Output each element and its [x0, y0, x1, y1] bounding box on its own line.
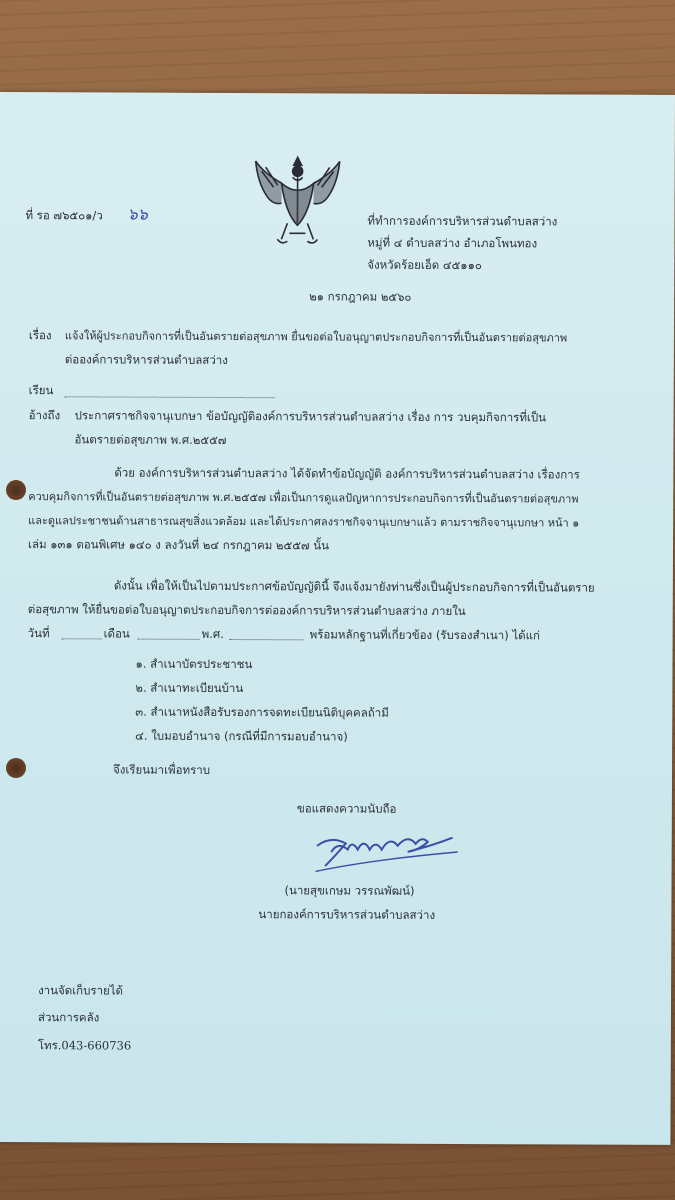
paragraph-1-line-3: และดูแลประชาชนด้านสาธารณสุขสิ่งแวดล้อม และได้ประกาศลงราชกิจจานุเบกษาแล้ว ตามราชกิจจานุเบกษา หน้า ๑ [28, 514, 580, 530]
paragraph-2-year-label: พ.ศ. [201, 626, 224, 641]
paragraph-1-line-2: ควบคุมกิจการที่เป็นอันตรายต่อสุขภาพ พ.ศ.๒๕๕๗ เพื่อเป็นการดูแลปัญหาการประกอบกิจการที่เป็นอันตรายต่อสุขภาพ [28, 490, 579, 506]
reference-label: อ้างถึง [28, 408, 61, 423]
document-item-4: ๔. ใบมอบอำนาจ (กรณีที่มีการมอบอำนาจ) [135, 728, 348, 744]
reference-line-2: อันตรายต่อสุขภาพ พ.ศ.๒๕๕๗ [74, 432, 227, 447]
paragraph-2-line-3-rest: พร้อมหลักฐานที่เกี่ยวข้อง (รับรองสำเนา) ได้แก่ [309, 627, 541, 643]
paragraph-2-line-1: ดังนั้น เพื่อให้เป็นไปตามประกาศข้อบัญญัตินี้ จึงแจ้งมายังท่านซึ่งเป็นผู้ประกอบกิจการที่เป็นอันตราย [113, 578, 595, 595]
subject-line-2: ต่อองค์การบริหารส่วนตำบลสว่าง [64, 352, 228, 367]
reference-line-1: ประกาศราชกิจจานุเบกษา ข้อบัญญัติองค์การบริหารส่วนตำบลสว่าง เรื่อง การ วบคุมกิจการที่เป็น [74, 408, 547, 425]
sender-address-line-2: หมู่ที่ ๔ ตำบลสว่าง อำเภอโพนทอง [367, 235, 538, 251]
garuda-emblem-icon [251, 153, 343, 248]
month-blank [138, 639, 200, 640]
closing-salutation: ขอแสดงความนับถือ [296, 801, 397, 816]
paragraph-1-line-1: ด้วย องค์การบริหารส่วนตำบลสว่าง ได้จัดทำข้อบัญญัติ องค์การบริหารส่วนตำบลสว่าง เรื่องการ [114, 465, 580, 482]
paragraph-1-line-4: เล่ม ๑๓๑ ตอนพิเศษ ๑๔๐ ง ลงวันที่ ๒๔ กรกฎาคม ๒๕๕๗ นั้น [27, 537, 330, 553]
year-blank [230, 639, 304, 640]
sender-address-line-1: ที่ทำการองค์การบริหารส่วนตำบลสว่าง [367, 213, 558, 229]
document-item-2: ๒. สำเนาทะเบียนบ้าน [135, 680, 244, 696]
reference-handwritten: ๖๖ [127, 204, 148, 224]
to-label: เรียน [28, 383, 54, 398]
paragraph-2-day-label: วันที่ [27, 626, 50, 641]
letter-sheet [0, 92, 675, 1145]
subject-line-1: แจ้งให้ผู้ประกอบกิจการที่เป็นอันตรายต่อสุขภาพ ยื่นขอต่อใบอนุญาตประกอบกิจการที่เป็นอันตรายต่อสุขภาพ [64, 329, 568, 345]
footer-division: ส่วนการคลัง [37, 1010, 100, 1025]
letter-date: ๒๑ กรกฎาคม ๒๕๖๐ [309, 289, 412, 304]
closing-request: จึงเรียนมาเพื่อทราบ [113, 762, 211, 777]
document-item-3: ๓. สำเนาหนังสือรับรองการจดทะเบียนนิติบุคคลถ้ามี [135, 704, 389, 720]
signer-title: นายกองค์การบริหารส่วนตำบลสว่าง [258, 907, 436, 922]
signature-mark [312, 815, 462, 876]
sender-address-line-3: จังหวัดร้อยเอ็ด ๔๕๑๑๐ [367, 257, 482, 273]
punch-hole-icon [6, 758, 26, 778]
punch-hole-icon [6, 480, 26, 500]
reference-number: ที่ รอ ๗๖๕๐๑/ว [25, 208, 103, 223]
document-item-1: ๑. สำเนาบัตรประชาชน [135, 656, 253, 672]
footer-department: งานจัดเก็บรายได้ [38, 983, 124, 998]
subject-label: เรื่อง [28, 328, 52, 343]
signer-name: (นายสุขเกษม วรรณพัฒน์) [284, 883, 415, 898]
to-blank-line [65, 396, 275, 398]
footer-phone: โทร.043-660736 [37, 1038, 132, 1053]
day-blank [62, 638, 102, 639]
paragraph-2-month-label: เดือน [103, 626, 130, 641]
paragraph-2-line-2: ต่อสุขภาพ ให้ยื่นขอต่อใบอนุญาตประกอบกิจการต่อองค์การบริหารส่วนตำบลสว่าง ภายใน [27, 602, 466, 619]
